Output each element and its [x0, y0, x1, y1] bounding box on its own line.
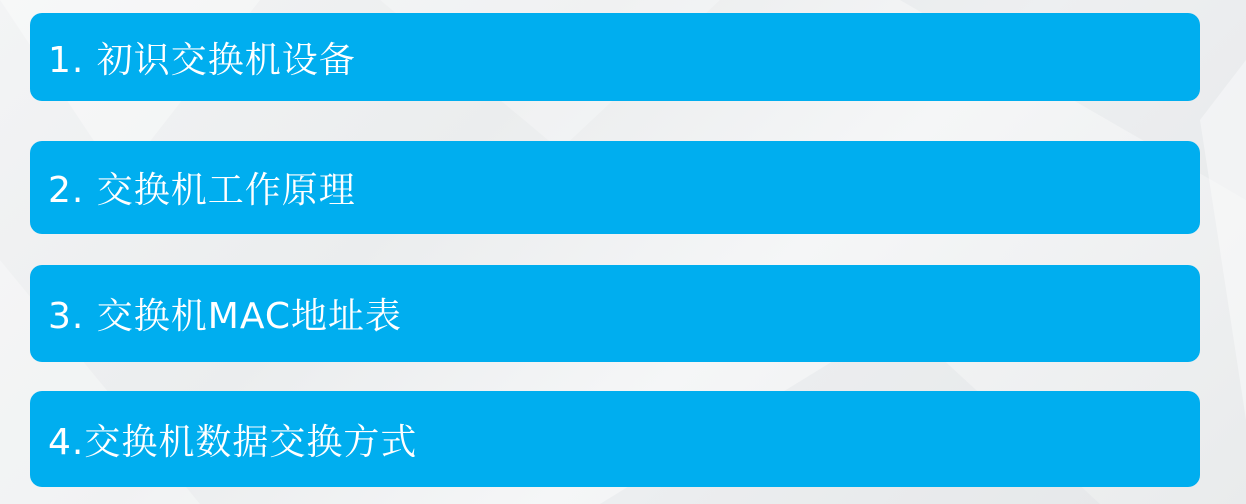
topic-item-2[interactable]	[30, 141, 1200, 234]
topic-item-2-label: 2. 交换机工作原理	[48, 170, 356, 211]
topic-item-1-label: 1. 初识交换机设备	[48, 39, 356, 81]
topic-item-3-label: 3. 交换机MAC地址表	[48, 296, 402, 337]
topic-item-1[interactable]	[30, 13, 1200, 101]
topic-item-3[interactable]	[30, 265, 1200, 362]
topic-item-4-label: 4.交换机数据交换方式	[48, 421, 418, 463]
topic-item-4[interactable]	[30, 391, 1200, 487]
topic-list	[30, 13, 1200, 493]
